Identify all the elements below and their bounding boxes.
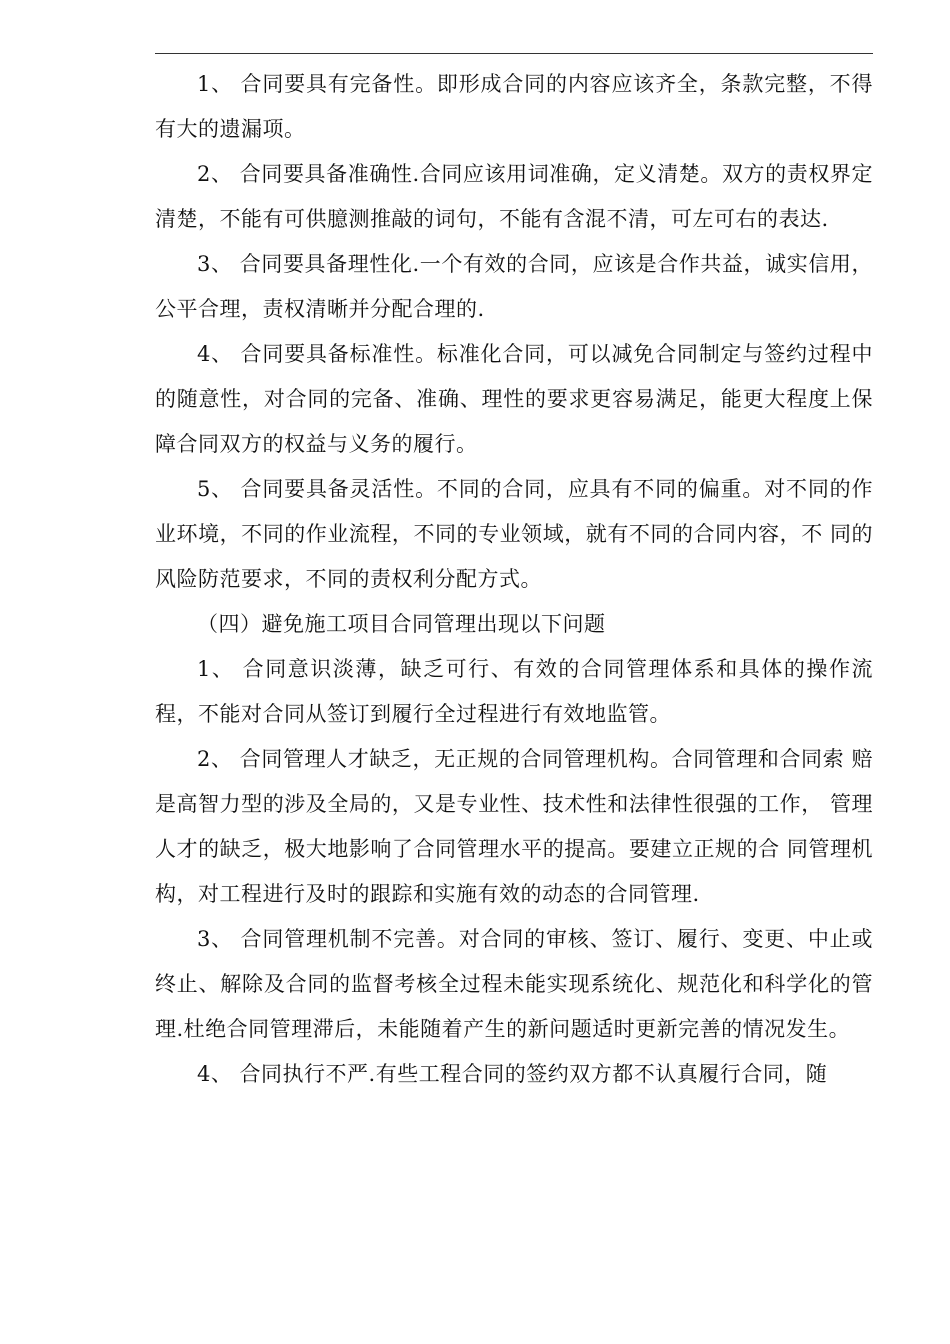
paragraph-accuracy: 2、 合同要具备准确性.合同应该用词准确，定义清楚。双方的责权界定清楚，不能有可供臆测推敲的词句，不能有含混不清，可左可右的表达. xyxy=(155,162,873,231)
paragraph-problem-execution: 4、 合同执行不严.有些工程合同的签约双方都不认真履行合同，随 xyxy=(197,1062,828,1086)
paragraph-completeness: 1、 合同要具有完备性。即形成合同的内容应该齐全，条款完整，不得有大的遗漏项。 xyxy=(155,72,873,141)
paragraph-standardization: 4、 合同要具备标准性。标准化合同，可以减免合同制定与签约过程中的随意性，对合同的完备、准确、理性的要求更容易满足，能更大程度上保障合同双方的权益与义务的履行。 xyxy=(155,342,873,456)
document-body xyxy=(155,62,873,1097)
paragraph-problem-talent: 2、 合同管理人才缺乏，无正规的合同管理机构。合同管理和合同索 赔是高智力型的涉及全局的，又是专业性、技术性和法律性很强的工作， 管理人才的缺乏，极大地影响了合同管理水平的提高。要建立正规的合 同管理机构，对工程进行及时的跟踪和实施有效的动态的合同管理. xyxy=(155,747,873,906)
paragraph-problem-mechanism: 3、 合同管理机制不完善。对合同的审核、签订、履行、变更、中止或终止、解除及合同的监督考核全过程未能实现系统化、规范化和科学化的管理.杜绝合同管理滞后，未能随着产生的新问题适时更新完善的情况发生。 xyxy=(155,927,873,1041)
paragraph-problem-awareness: 1、 合同意识淡薄，缺乏可行、有效的合同管理体系和具体的操作流程，不能对合同从签订到履行全过程进行有效地监管。 xyxy=(155,657,873,726)
section-heading: （四）避免施工项目合同管理出现以下问题 xyxy=(197,612,606,636)
paragraph-flexibility: 5、 合同要具备灵活性。不同的合同，应具有不同的偏重。对不同的作业环境，不同的作业流程，不同的专业领域，就有不同的合同内容，不 同的风险防范要求，不同的责权利分配方式。 xyxy=(155,477,873,591)
header-rule xyxy=(155,53,873,54)
paragraph-rationality: 3、 合同要具备理性化.一个有效的合同，应该是合作共益，诚实信用，公平合理，责权清晰并分配合理的. xyxy=(155,252,873,321)
